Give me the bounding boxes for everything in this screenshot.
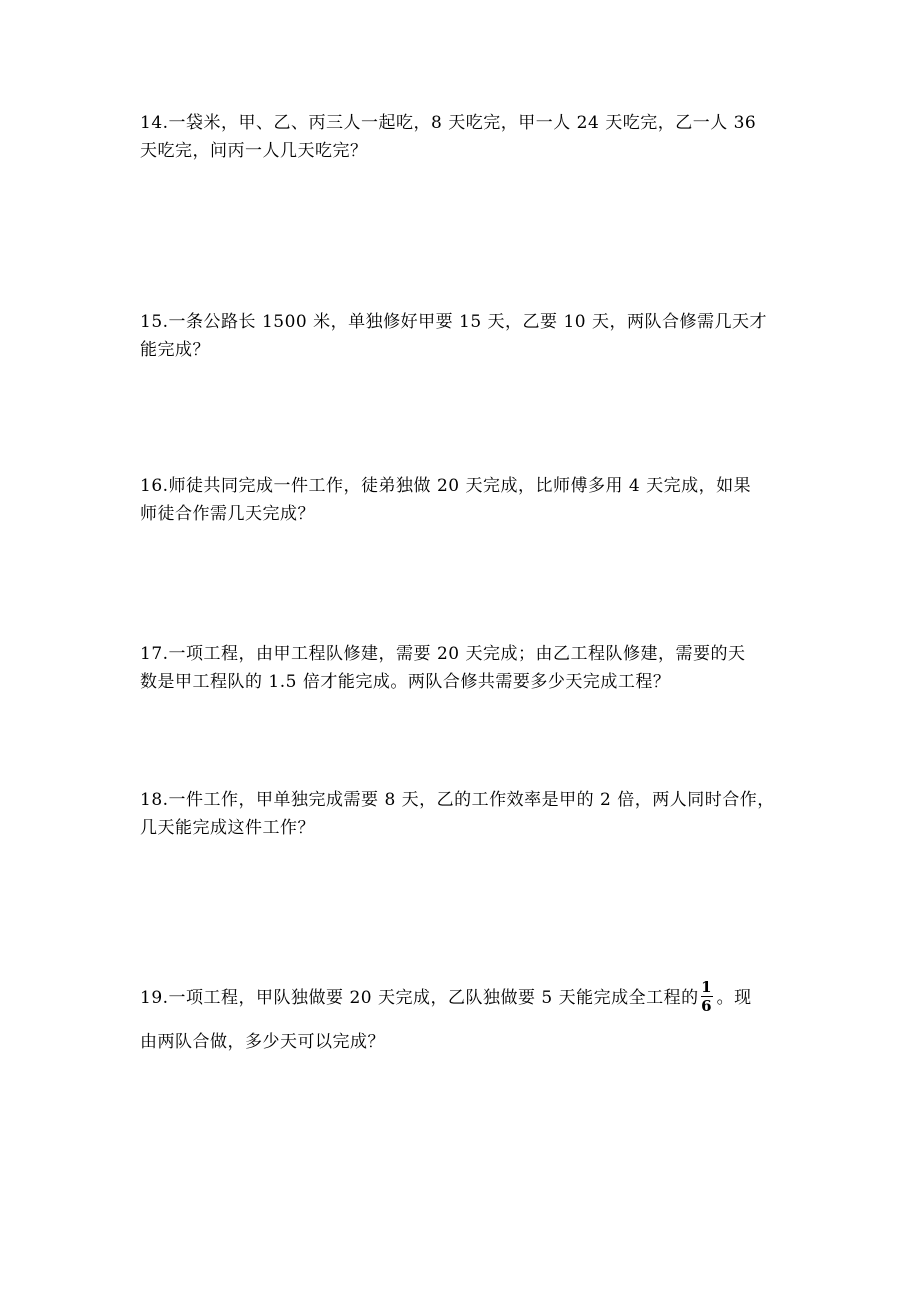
problem-16-line-1: 16.师徒共同完成一件工作，徒弟独做 20 天完成，比师傅多用 4 天完成，如果 (140, 476, 752, 496)
fraction-one-sixth (701, 979, 713, 1014)
problem-18 (140, 786, 790, 842)
problem-19-text-before-fraction: 19.一项工程，甲队独做要 20 天完成，乙队独做要 5 天能完成全工程的 (140, 988, 699, 1008)
problem-18-line-1: 18.一件工作，甲单独完成需要 8 天，乙的工作效率是甲的 2 倍，两人同时合作， (140, 790, 775, 810)
problem-14 (140, 109, 790, 165)
problem-19-line-1 (140, 978, 790, 1018)
problem-17 (140, 640, 790, 696)
problem-17-line-2: 数是甲工程队的 1.5 倍才能完成。两队合修共需要多少天完成工程？ (140, 672, 671, 692)
problem-18-line-2: 几天能完成这件工作？ (140, 818, 315, 838)
fraction-denominator: 6 (701, 997, 713, 1015)
problem-19-line-2: 由两队合做，多少天可以完成？ (140, 1032, 385, 1052)
problem-15 (140, 308, 790, 364)
problem-14-line-1: 14.一袋米，甲、乙、丙三人一起吃，8 天吃完，甲一人 24 天吃完，乙一人 36 (140, 113, 757, 133)
problem-15-line-1: 15.一条公路长 1500 米，单独修好甲要 15 天，乙要 10 天，两队合修需几天才 (140, 312, 767, 332)
problem-17-line-1: 17.一项工程，由甲工程队修建，需要 20 天完成；由乙工程队修建，需要的天 (140, 644, 746, 664)
fraction-numerator: 1 (701, 978, 713, 996)
problem-15-line-2: 能完成？ (140, 340, 210, 360)
problem-16-line-2: 师徒合作需几天完成？ (140, 504, 315, 524)
problem-14-line-2: 天吃完，问丙一人几天吃完？ (140, 141, 368, 161)
problem-19-text-after-fraction: 。现 (716, 988, 752, 1008)
problem-19 (140, 978, 790, 1056)
problem-16 (140, 472, 790, 528)
